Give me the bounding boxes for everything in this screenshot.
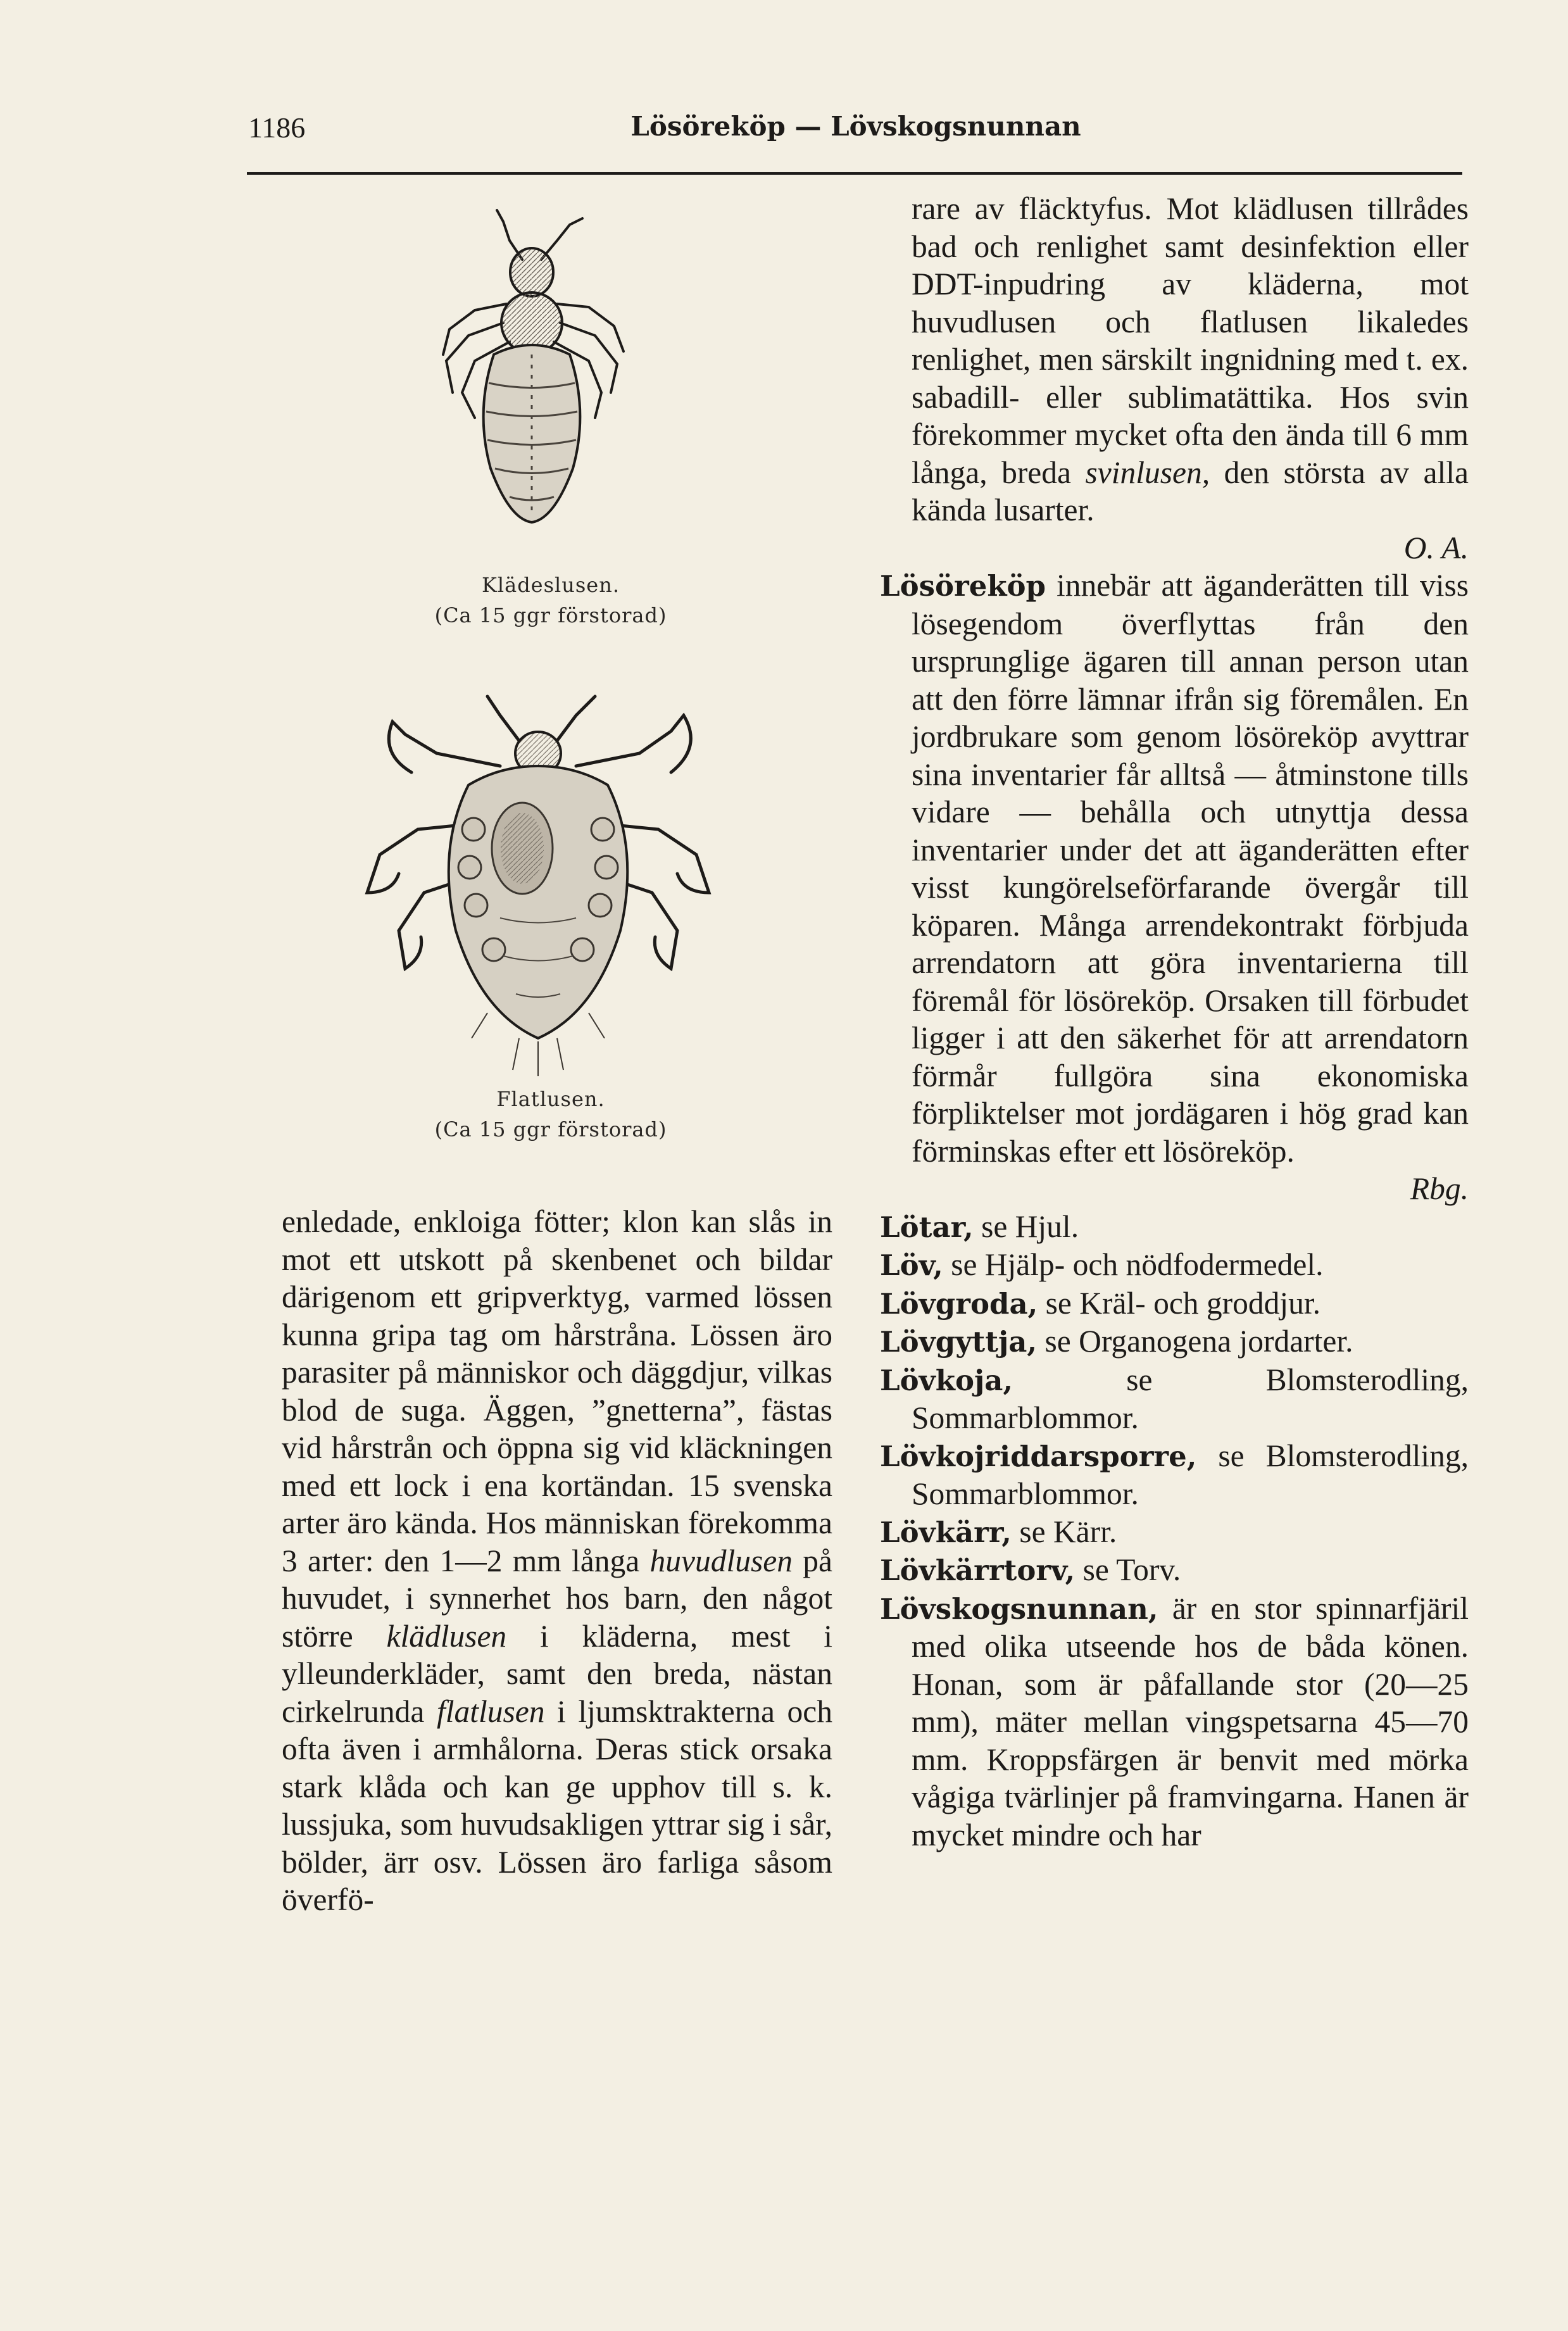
- caption-name: Klädeslusen.: [481, 573, 620, 597]
- entry-lovkarrtorv: [880, 1551, 1469, 1590]
- entry-losorekop: [880, 567, 1469, 1208]
- author-signature: O. A.: [1403, 530, 1469, 565]
- term-svinlusen: svinlusen,: [1085, 455, 1210, 490]
- louse-article-end: [880, 190, 1469, 567]
- entry-lovkarr: [880, 1513, 1469, 1552]
- caption-magnification: (Ca 15 ggr förstorad): [434, 1117, 667, 1141]
- entry-text: är en stor spinnarfjäril med olika utseende hos de båda könen. Honan, som är påfallande stor (20—25 mm), mäter mellan vingspetsarna 45—70 mm. Kroppsfärgen är benvit med mörka vågiga tvärlinjer på framvingarna. Hanen är mycket mindre och har: [912, 1590, 1469, 1852]
- entry-text: innebär att äganderätten till viss lösegendom överflyttas från den ursprunglige ägaren till annan person utan att den förre lämnar ifrån sig föremålen. En jordbrukare som genom lösöreköp avyttrar sina inventarier får alltså — åtminstone tills vidare — behålla och utnyttja dessa inventarier under det att äganderätten efter visst kungörelseförfarande övergår till köparen. Många arrendekontrakt förbjuda arrendatorn att göra inventarierna till föremål för lösöreköp. Orsaken till förbudet ligger i att den säkerhet för att arrendatorn förmår fullgöra sina ekonomiska förpliktelser mot jordägaren i hög grad kan förminskas efter ett lösöreköp.: [912, 568, 1469, 1169]
- text-run: rare av fläcktyfus. Mot klädlusen tillrådes bad och renlighet samt desinfektion eller DDT-inpudring av kläderna, mot huvudlusen och flatlusen likaledes renlighet, men särskilt ingnidning med t. ex. sabadill- eller sublimatättika. Hos svin förekommer mycket ofta den ända till 6 mm långa, breda: [912, 191, 1469, 490]
- entry-headword: Lövkärrtorv,: [880, 1554, 1076, 1587]
- author-signature: Rbg.: [1410, 1171, 1469, 1206]
- entry-headword: Löv,: [880, 1248, 943, 1282]
- entry-text: se Blomsterodling, Sommarblommor.: [912, 1438, 1469, 1511]
- caption-name: Flatlusen.: [496, 1087, 605, 1111]
- figure-caption-crab-louse: [354, 1084, 747, 1145]
- entry-text: se Organogena jordarter.: [1037, 1324, 1353, 1359]
- entry-headword: Lövskogsnunnan,: [880, 1592, 1158, 1626]
- text-run: enledade, enkloiga fötter; klon kan slås in mot ett utskott på skenbenet och bildar därigenom ett gripverktyg, varmed lössen kunna gripa tag om hårstråna. Lössen äro parasiter på människor och däggdjur, vilkas blod de suga. Äggen, ”gnetterna”, fästas vid hårstrån och öppna sig vid kläckningen med ett lock i ena kortändan. 15 svenska arter äro kända. Hos människan förekomma 3 arter: den 1—2 mm långa: [282, 1204, 832, 1578]
- right-column: [880, 190, 1469, 1854]
- term-flatlusen: flatlusen: [436, 1693, 545, 1729]
- entry-lov: [880, 1246, 1469, 1285]
- entry-text: se Hjul.: [973, 1209, 1079, 1244]
- page-number: 1186: [248, 111, 306, 144]
- figure-caption-body-louse: [354, 570, 747, 631]
- entry-headword: Lövkärr,: [880, 1515, 1012, 1549]
- entry-lovskogsnunnan: [880, 1590, 1469, 1854]
- text-run: på huvudet, i synnerhet hos barn, den något större: [282, 1543, 832, 1654]
- entry-text: se Torv.: [1075, 1552, 1181, 1587]
- text-run: den största av alla kända lusarter.: [912, 455, 1469, 527]
- entry-lovkojriddarsporre: [880, 1437, 1469, 1513]
- entry-headword: Lövgyttja,: [880, 1325, 1038, 1359]
- louse-article-continuation: [282, 1203, 832, 1919]
- entry-lovgroda: [880, 1285, 1469, 1323]
- entry-lotar: [880, 1208, 1469, 1247]
- entry-text: se Hjälp- och nödfodermedel.: [943, 1247, 1324, 1282]
- entry-headword: Lövgroda,: [880, 1286, 1038, 1321]
- text-run: i kläderna, mest i ylleunderkläder, samt den breda, nästan cirkelrunda: [282, 1618, 832, 1729]
- running-title: Lösöreköp — Lövskogsnunnan: [630, 111, 1081, 142]
- entry-text: se Kräl- och groddjur.: [1038, 1285, 1321, 1321]
- text-run: i ljumsktrakterna och ofta även i armhålorna. Deras stick orsaka stark klåda och kan ge upphov till s. k. lussjuka, som huvudsakligen yttrar sig i sår, bölder, ärr osv. Lössen äro farliga såsom överfö-: [282, 1693, 832, 1917]
- caption-magnification: (Ca 15 ggr förstorad): [434, 603, 667, 627]
- header-rule: [247, 172, 1462, 175]
- page-header: [248, 111, 1464, 155]
- term-huvudlusen: huvudlusen: [649, 1543, 793, 1578]
- crab-louse-illustration: [310, 684, 766, 1089]
- entry-lovgyttja: [880, 1323, 1469, 1361]
- term-kladlusen: klädlusen: [386, 1618, 507, 1654]
- entry-headword: Lövkoja,: [880, 1363, 1013, 1397]
- left-column: [282, 1203, 832, 1919]
- body-louse-illustration: [380, 203, 684, 557]
- entry-headword: Lövkojriddarsporre,: [880, 1439, 1197, 1473]
- entry-lovkoja: [880, 1361, 1469, 1437]
- entry-text: se Kärr.: [1011, 1514, 1117, 1549]
- entry-headword: Lösöreköp: [880, 569, 1046, 603]
- entry-headword: Lötar,: [880, 1210, 974, 1244]
- entry-text: se Blomsterodling, Sommarblommor.: [912, 1362, 1469, 1435]
